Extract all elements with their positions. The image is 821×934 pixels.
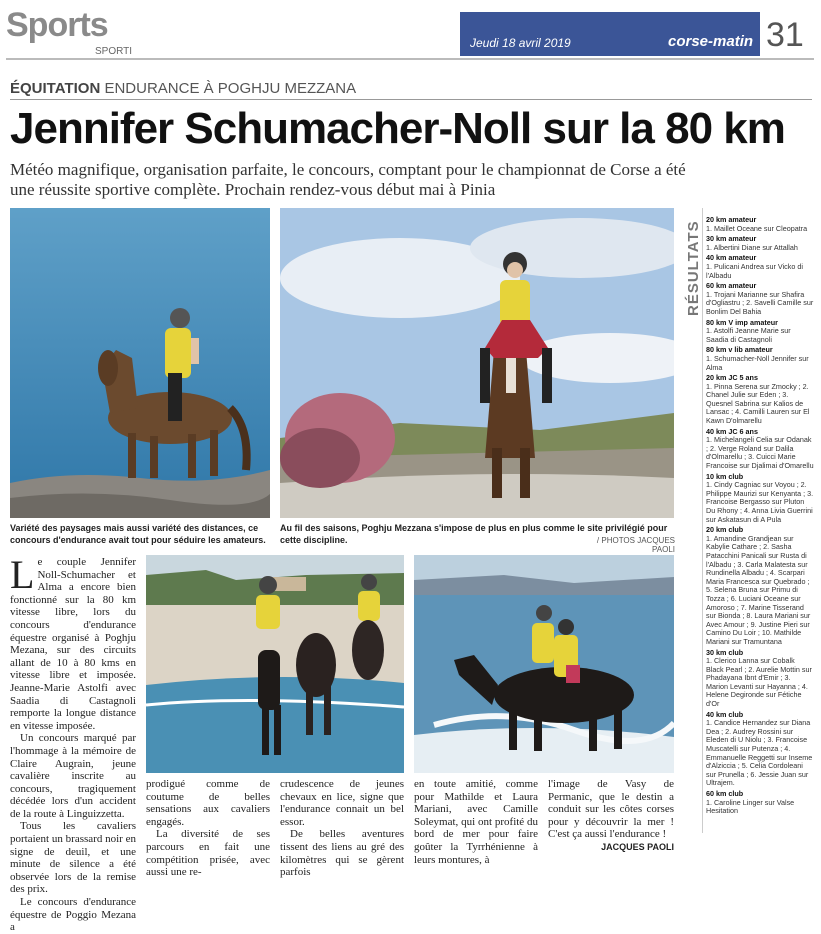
col1-paragraph-2: Un concours marqué par l'hommage à la mémoire de Claire Augrain, jeune cavalière inscrite au concours, tragiquement décédée lors d'un accident de la route à Linguizzetta. <box>10 732 136 820</box>
results-entry: 1. Astolfi Jeanne Marie sur Saadia di Castagnoli <box>706 326 791 344</box>
col1-paragraph-4: Le concours d'endurance équestre de Poggio Mezana a <box>10 896 136 934</box>
issue-date: Jeudi 18 avril 2019 <box>470 36 571 50</box>
newspaper-name: corse-matin <box>668 33 754 50</box>
col3-paragraph-2: De belles aventures tissent des liens au gré des kilomètres qui se gèrent parfois <box>280 828 404 879</box>
photo-two-riders-beach <box>146 555 404 773</box>
dropcap-letter: L <box>10 552 35 597</box>
results-entry: 1. Maillet Oceane sur Cleopatra <box>706 223 808 233</box>
results-entry: 1. Caroline Linger sur Valse Hesitation <box>706 797 795 816</box>
photo-riders-surf <box>414 555 674 773</box>
results-heading: 20 km club <box>706 525 744 535</box>
col1-paragraph-1: e couple Jennifer Noll-Schumacher et Alma a encore bien fonctionné sur la 80 km vitesse libre, lors du concours d'endurance équestre organisé à Poghju Mezana, sur des circuits allant de 10 à 80 kms en vitesse libre et imposée. Jeanne-Marie Astolfi avec Saadia di Castagnoli remporte la longue distance en vitesse imposée. <box>10 556 136 732</box>
col3-paragraph-1: crudescence de jeunes chevaux en lice, signe que l'endurance connait un bel essor. <box>280 778 404 828</box>
results-entry: 1. Schumacher-Noll Jennifer sur Alma <box>706 353 809 372</box>
results-heading: 20 km JC 5 ans <box>706 373 758 383</box>
header-divider <box>6 58 814 60</box>
results-heading: 10 km club <box>706 471 744 481</box>
results-entry: 1. Pinna Serena sur Zmocky ; 2. Chanel Julie sur Eden ; 3. Quesnel Sabrina sur Kalios de Lansac ; 4. Camilli Lauren sur El Kawn D'olmarellu <box>706 381 810 426</box>
results-heading: 30 km amateur <box>706 234 757 244</box>
article-kicker <box>10 80 356 97</box>
text-column-1 <box>10 552 136 934</box>
article-title: Jennifer Schumacher-Noll sur la 80 km <box>10 104 785 153</box>
results-entry: 1. Candice Hernandez sur Diana Dea ; 2. Audrey Rossini sur Eleden di U Niolu ; 3. Francoise Muscatelli sur Putenza ; 4. Emmanuelle Reggetti sur Inseme d'Alziccia ; 5. Celia Cordoleani sur Prunella ; 6. Jessie Juan sur Ultrajem. <box>706 718 813 788</box>
results-entry: 1. Pulicani Andrea sur Vicko di l'Albadu <box>706 261 803 280</box>
col2-paragraph-2: La diversité de ses parcours en fait une compétition prisée, avec aussi une re- <box>146 828 270 879</box>
author-signature: JACQUES PAOLI <box>601 841 674 852</box>
page-number: 31 <box>766 16 804 54</box>
text-column-3 <box>280 778 404 879</box>
results-entry: 1. Michelangeli Celia sur Odanak ; 2. Verge Roland sur Dalila d'Olmarellu ; 3. Cuicci Marie Francoise sur Djalimai d'Omarellu <box>706 435 814 471</box>
results-heading: 60 km amateur <box>706 281 757 291</box>
kicker-divider <box>10 99 812 100</box>
col5-paragraph-1: l'image de Vasy de Permanic, que le destin a conduit sur les côtes corses pour y découvrir la mer ! C'est ça aussi l'endurance ! <box>548 778 674 841</box>
section-subtitle: SPORTI <box>95 46 133 57</box>
text-column-5 <box>548 778 674 854</box>
results-list <box>706 214 814 817</box>
results-heading: 60 km club <box>706 789 744 798</box>
photo-rider-shore <box>10 208 270 518</box>
photo-rider-hill <box>280 208 674 518</box>
caption-left: Variété des paysages mais aussi variété des distances, ce concours d'endurance avait tout pour séduire les amateurs. <box>10 523 266 545</box>
results-heading: 80 km v lib amateur <box>706 345 773 355</box>
photo-credit: / PHOTOS JACQUES PAOLI <box>596 536 675 554</box>
text-column-4 <box>414 778 538 866</box>
col4-paragraph-1: en toute amitié, comme pour Mathilde et Laura Mariani, avec Camille Soleymat, qui ont profité du bord de mer pour faire goûter la Tyrrhénienne à leurs montures, à <box>414 778 538 866</box>
results-entry: 1. Cindy Cagniac sur Voyou ; 2. Philippe Maurizi sur Kenyanta ; 3. Francoise Bergasso sur Pluton Du Rhony ; 4. Anna Livia Guerrini sur Askatasun di A Pula <box>706 480 814 524</box>
results-entry: 1. Clerico Lanna sur Cobalk Black Pearl ; 2. Aurelie Mottin sur Phadayana Ibnt d'Emir ; 3. Marion Levanti sur Hayanna ; 4. Helene Degironde sur Fétiche d'Or <box>706 656 812 709</box>
results-entry: 1. Trojani Marianne sur Shafira d'Ogliastru ; 2. Savelli Camille sur Bonlim Del Bahia <box>706 289 814 316</box>
results-entry: 1. Albertini Diane sur Attallah <box>706 242 798 252</box>
results-heading: 40 km JC 6 ans <box>706 426 758 436</box>
results-heading: 40 km club <box>706 709 744 719</box>
article-lede: Météo magnifique, organisation parfaite, le concours, comptant pour le championnat de Corse a été une réussite sportive complète. Prochain rendez-vous début mai à Pinia <box>10 160 686 199</box>
results-entry: 1. Amandine Grandjean sur Kabylie Cathare ; 2. Sasha Patacchini Panicali sur Rusta di l'Albadu ; 3. Carla Malatesta sur Rundinella Albadu ; 4. Scarpari Maria Francesca sur Quebrado ; 5. Selena Bruna sur Primu di Tozza ; 6. Luciani Oceane sur Amoroso ; 7. Marine Tisserand sur Bionda ; 8. Laura Mariani sur Avec Amour ; 9. Justine Pieri sur Camino Du Loir ; 10. Mathilde Mariani sur Tramuntana <box>706 533 811 646</box>
results-heading: 80 km V imp amateur <box>706 317 778 327</box>
section-title: Sports <box>6 6 108 44</box>
col2-paragraph-1: prodigué comme de coutume de belles sensations aux cavaliers engagés. <box>146 778 270 828</box>
caption-right: Au fil des saisons, Poghju Mezzana s'impose de plus en plus comme le site privilégié pour cette discipline. <box>280 523 668 545</box>
kicker-text: ENDURANCE À POGHJU MEZZANA <box>104 80 357 97</box>
results-label-text: RÉSULTATS <box>685 220 702 316</box>
results-heading: 40 km amateur <box>706 253 757 263</box>
col1-paragraph-3: Tous les cavaliers portaient un brassard noir en signe de deuil, et une minute de silence a été observée lors de la remise des prix. <box>10 820 136 896</box>
results-label <box>684 208 702 318</box>
results-divider <box>702 208 703 833</box>
text-column-2 <box>146 778 270 879</box>
results-heading: 20 km amateur <box>706 215 757 224</box>
results-heading: 30 km club <box>706 647 744 657</box>
kicker-bold: ÉQUITATION <box>10 80 101 97</box>
